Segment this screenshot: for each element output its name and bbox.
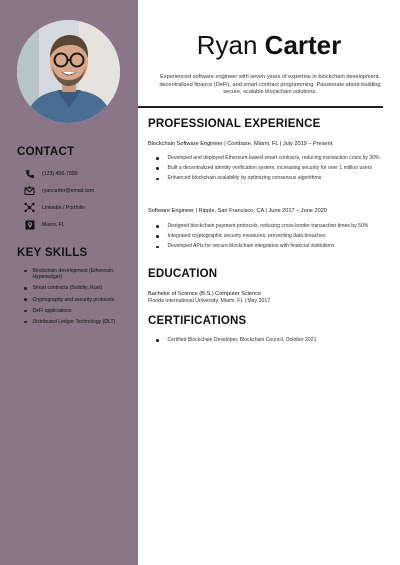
list-item: Developed APIs for secure blockchain integration with financial institutions: [156, 243, 382, 250]
job-details: | Ripple, San Francisco, CA | June 2017 – June 2020: [194, 208, 327, 214]
profile-summary: Experienced software engineer with seven years of expertise in blockchain development, decentralized finance (DeFi), and smart contract programming. Passionate about building secure, scalable blockchain solutions.: [159, 74, 381, 96]
education-heading: EDUCATION: [148, 268, 218, 280]
contact-linkedin: [24, 202, 85, 213]
job-title: Software Engineer: [148, 208, 195, 214]
first-name: Ryan: [196, 30, 258, 60]
contact-email: [24, 185, 94, 196]
list-item: Certified Blockchain Developer, Blockchain Council, October 2021: [156, 337, 382, 344]
education-degree: Bachelor of Science (B.S.) Computer Science: [148, 291, 262, 297]
skill-item: Distributed Ledger Technology (DLT): [24, 319, 132, 325]
profile-photo: [17, 20, 120, 123]
job-1-header: [148, 141, 332, 147]
list-item: Built a decentralized identity verification system, increasing security for over 1 million users: [156, 165, 382, 172]
contact-heading: CONTACT: [17, 146, 75, 158]
sidebar: [0, 0, 138, 565]
contact-linkedin-text: LinkedIn / Portfolio: [42, 204, 85, 211]
profile-photo-image: [17, 20, 120, 123]
email-icon: [24, 185, 35, 196]
skill-item: Blockchain development (Ethereum, Hyperledger): [24, 268, 132, 280]
experience-heading: PROFESSIONAL EXPERIENCE: [148, 118, 321, 130]
certifications-list: [156, 337, 382, 347]
job-details: | Coinbase, Miami, FL | July 2019 – Present: [222, 141, 333, 147]
contact-location: [24, 219, 65, 230]
job-2-bullets: [156, 223, 382, 254]
list-item: Designed blockchain payment protocols, reducing cross-border transaction times by 50%: [156, 223, 382, 230]
list-item: Enhanced blockchain scalability by optimizing consensus algorithms: [156, 175, 382, 182]
skill-item: Cryptography and security protocols: [24, 297, 132, 303]
skill-item: DeFi applications: [24, 308, 132, 314]
contact-phone-text: (123) 456-7890: [42, 170, 78, 177]
skill-item: Smart contracts (Solidity, Rust): [24, 285, 132, 291]
list-item: Integrated cryptographic security measures, preventing data breaches: [156, 233, 382, 240]
phone-icon: [24, 168, 35, 179]
job-title: Blockchain Software Engineer: [148, 141, 223, 147]
contact-phone: [24, 168, 77, 179]
job-2-header: [148, 208, 327, 214]
job-1-bullets: [156, 155, 382, 186]
last-name: Carter: [264, 30, 342, 60]
skills-list: [24, 268, 132, 330]
contact-location-text: Miami, FL: [42, 221, 65, 228]
certifications-heading: CERTIFICATIONS: [148, 315, 247, 327]
location-icon: [24, 219, 35, 230]
skills-heading: KEY SKILLS: [17, 247, 88, 259]
education-school: Florida International University, Miami, FL | May 2017: [148, 298, 271, 304]
list-item: Developed and deployed Ethereum-based smart contracts, reducing transaction costs by 30%: [156, 155, 382, 162]
contact-email-text: ryancarter@email.com: [42, 187, 95, 194]
header-divider: [138, 106, 383, 108]
candidate-name: [138, 30, 400, 61]
network-icon: [24, 202, 35, 213]
